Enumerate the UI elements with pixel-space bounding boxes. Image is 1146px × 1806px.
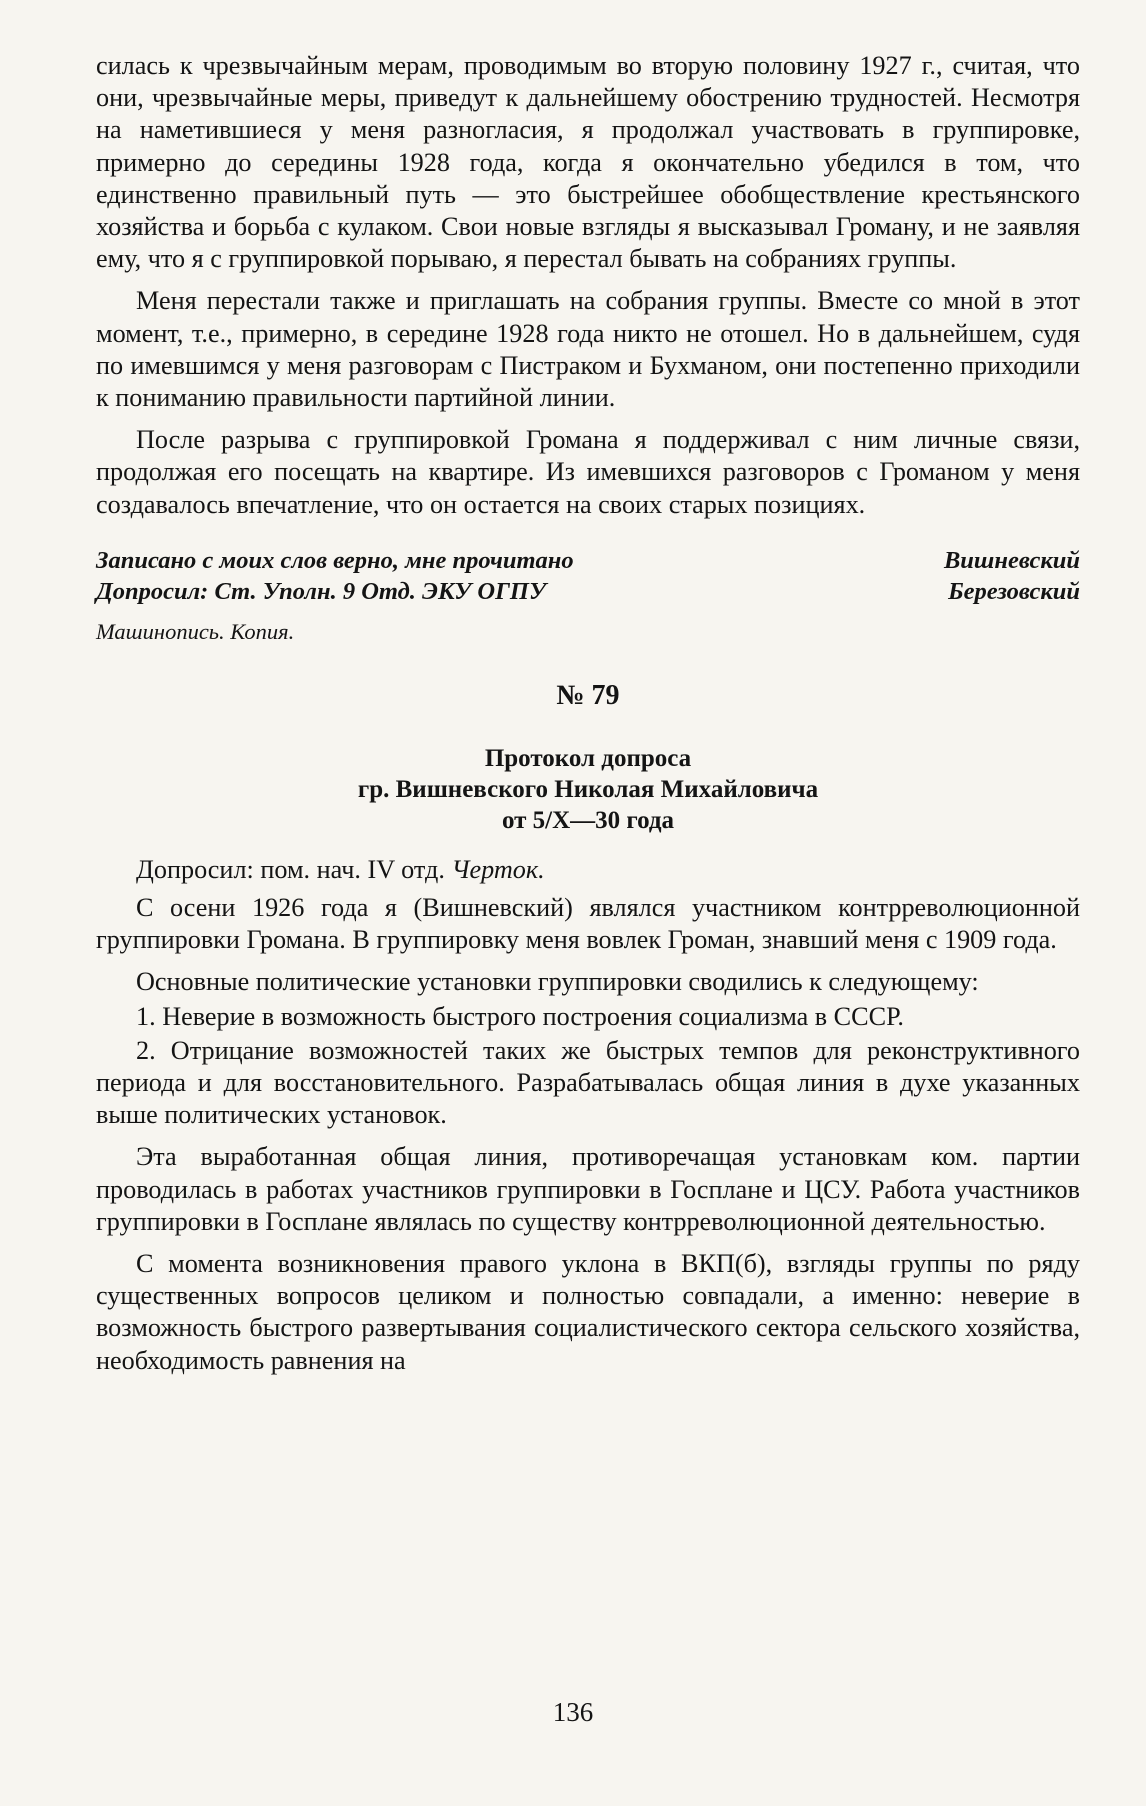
page-content	[96, 50, 1080, 1387]
signature-row-interrogator	[96, 576, 1080, 607]
source-note: Машинопись. Копия.	[96, 618, 295, 644]
list-item: 2. Отрицание возможностей таких же быстрых темпов для реконструктивного периода и для восстановительного. Разрабатывалась общая линия в духе указанных выше политических установок.	[96, 1035, 1080, 1130]
paragraph-continuation: силась к чрезвычайным мерам, проводимым во вторую половину 1927 г., считая, что они, чрезвычайные меры, приведут к дальнейшему обострению трудностей. Несмотря на наметившиеся у меня разногласия, я продолжал участвовать в группировке, примерно до середины 1928 года, когда я окончательно убедился в том, что единственно правильный путь — это быстрейшее обобществление крестьянского хозяйства и борьба с кулаком. Свои новые взгляды я высказывал Громану, и не заявляя ему, что я с группировкой порываю, я перестал бывать на собраниях группы.	[96, 51, 1080, 274]
paragraph: Меня перестали также и приглашать на собрания группы. Вместе со мной в этот момент, т.е., примерно, в середине 1928 года никто не отошел. Но в дальнейшем, судя по имевшимся у меня разговорам с Пистраком и Бухманом, они постепенно приходили к пониманию правильности партийной линии.	[96, 286, 1080, 413]
paragraph: После разрыва с группировкой Громана я поддерживал с ним личные связи, продолжая его посещать на квартире. Из имевшихся разговоров с Громаном у меня создавалось впечатление, что он остается на своих старых позициях.	[96, 425, 1080, 519]
document-number: № 79	[556, 679, 620, 711]
interrogator-line	[96, 854, 1080, 886]
signature-statement: Записано с моих слов верно, мне прочитано	[96, 546, 574, 574]
page-number: 136	[552, 1697, 594, 1727]
paragraph: С момента возникновения правого уклона в ВКП(б), взгляды группы по ряду существенных вопросов целиком и полностью совпадали, а именно: неверие в возможность быстрого развертывания социалистического сектора сельского хозяйства, необходимость равнения на	[96, 1249, 1080, 1375]
heading-subject: гр. Вишневского Николая Михайловича	[357, 775, 819, 803]
paragraph: С осени 1926 года я (Вишневский) являлся участником контрреволюционной группировки Громана. В группировку меня вовлек Громан, знавший меня с 1909 года.	[96, 893, 1080, 955]
signature-interrogator-title: Допросил: Ст. Уполн. 9 Отд. ЭКУ ОГПУ	[96, 577, 547, 605]
paragraph: Основные политические установки группировки сводились к следующему:	[136, 967, 979, 997]
heading-date: от 5/X—30 года	[501, 806, 675, 834]
list-item: 1. Неверие в возможность быстрого построения социализма в СССР.	[136, 1001, 904, 1031]
heading-title: Протокол допроса	[484, 744, 692, 772]
signature-block	[96, 545, 1080, 607]
paragraph: Эта выработанная общая линия, противоречащая установкам ком. партии проводилась в работах участников группировки в Госплане и ЦСУ. Работа участников группировки в Госплане являлась по существу контрреволюционной деятельностью.	[96, 1142, 1080, 1236]
document-heading	[96, 743, 1080, 836]
interrogator-name: Черток.	[451, 854, 545, 884]
signature-name-berezovsky: Березовский	[948, 577, 1080, 605]
signature-name-vishnevsky: Вишневский	[943, 546, 1080, 574]
signature-row-recorded	[96, 545, 1080, 576]
interrogator-prefix: Допросил: пом. нач. IV отд.	[136, 854, 452, 884]
